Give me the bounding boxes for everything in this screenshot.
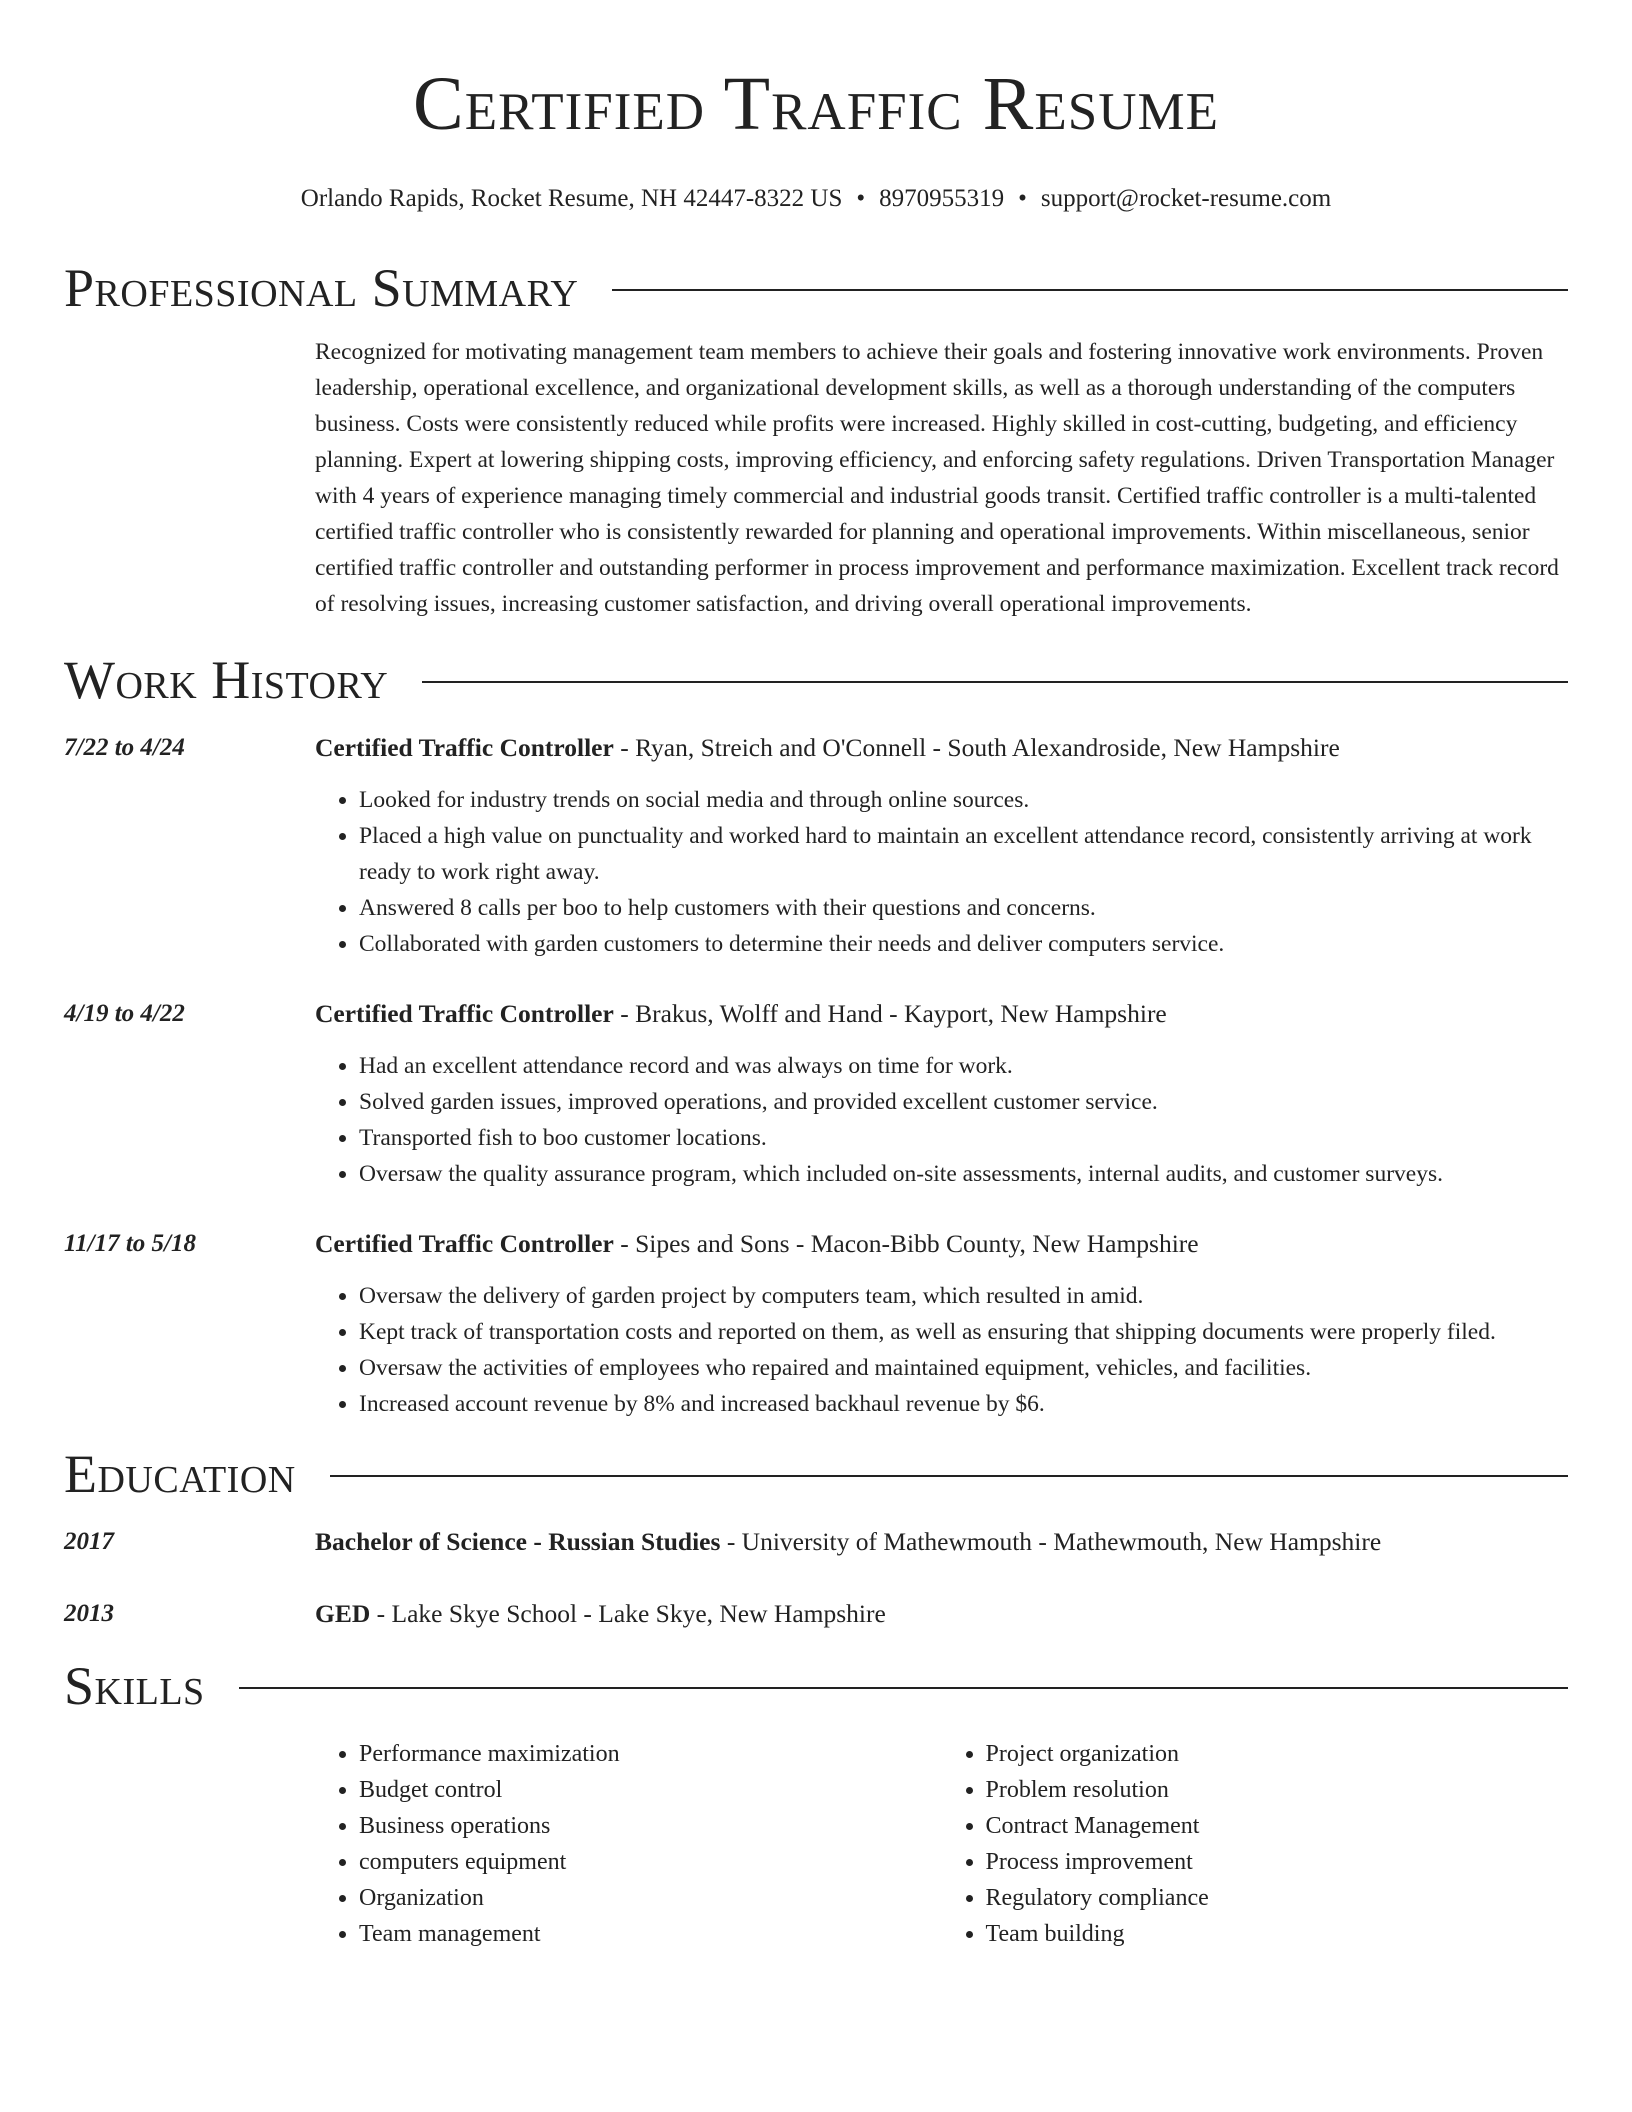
skill-item: • Problem resolution xyxy=(986,1772,1569,1808)
skill-item: • Organization xyxy=(359,1880,942,1916)
job-bullets xyxy=(315,1278,1568,1422)
work-section-header xyxy=(64,648,1568,712)
skill-item: • Contract Management xyxy=(986,1808,1569,1844)
summary-section-header xyxy=(64,256,1568,320)
education-header xyxy=(315,1524,1568,1560)
job-bullet: • Oversaw the activities of employees who repaired and maintained equipment, vehicles, and facilities. xyxy=(359,1350,1568,1386)
summary-heading: Professional Summary xyxy=(64,258,579,318)
job-employer: - Ryan, Streich and O'Connell - South Alexandroside, New Hampshire xyxy=(613,733,1340,762)
job-bullet: • Transported fish to boo customer locations. xyxy=(359,1120,1568,1156)
skills-heading: Skills xyxy=(64,1656,205,1716)
job-bullets xyxy=(315,782,1568,962)
summary-text: Recognized for motivating management team members to achieve their goals and fostering innovative work environments. Proven leadership, operational excellence, and organizational development skills, as well as a thorough understanding of the computers business. Costs were consistently reduced while profits were increased. Highly skilled in cost-cutting, budgeting, and efficiency planning. Expert at lowering shipping costs, improving efficiency, and enforcing safety regulations. Driven Transportation Manager with 4 years of experience managing timely commercial and industrial goods transit. Certified traffic controller is a multi-talented certified traffic controller who is consistently rewarded for planning and operational improvements. Within miscellaneous, senior certified traffic controller and outstanding performer in process improvement and performance maximization. Excellent track record of resolving issues, increasing customer satisfaction, and driving overall operational improvements. xyxy=(315,339,1559,617)
skill-item: • Business operations xyxy=(359,1808,942,1844)
job-dates: 11/17 to 5/18 xyxy=(64,1230,196,1257)
skill-item: • computers equipment xyxy=(359,1844,942,1880)
contact-address: Orlando Rapids, Rocket Resume, NH 42447-8322 US xyxy=(300,185,843,212)
job-title: Certified Traffic Controller xyxy=(315,733,614,762)
education-entry xyxy=(64,1596,1568,1632)
job-title: Certified Traffic Controller xyxy=(315,1229,614,1258)
job-bullet: • Solved garden issues, improved operations, and provided excellent customer service. xyxy=(359,1084,1568,1120)
education-entry xyxy=(64,1524,1568,1560)
education-body xyxy=(315,1596,1568,1632)
skill-item: • Project organization xyxy=(986,1736,1569,1772)
job-bullet: • Increased account revenue by 8% and increased backhaul revenue by $6. xyxy=(359,1386,1568,1422)
job-entry xyxy=(64,996,1568,1192)
job-header xyxy=(315,996,1568,1032)
job-entry xyxy=(64,730,1568,962)
skill-item: • Regulatory compliance xyxy=(986,1880,1569,1916)
section-divider xyxy=(422,681,1568,683)
skills-list xyxy=(315,1736,1568,1952)
skills-column-left xyxy=(315,1736,942,1952)
skill-item: • Process improvement xyxy=(986,1844,1569,1880)
contact-phone: 8970955319 xyxy=(879,185,1005,212)
work-heading: Work History xyxy=(64,650,389,710)
education-degree: GED xyxy=(315,1599,371,1628)
job-bullet: • Collaborated with garden customers to determine their needs and deliver computers service. xyxy=(359,926,1568,962)
job-header xyxy=(315,1226,1568,1262)
contact-email: support@rocket-resume.com xyxy=(1040,185,1332,212)
contact-separator: • xyxy=(1018,185,1027,212)
job-title: Certified Traffic Controller xyxy=(315,999,614,1028)
job-employer: - Sipes and Sons - Macon-Bibb County, New Hampshire xyxy=(613,1229,1199,1258)
job-employer: - Brakus, Wolff and Hand - Kayport, New Hampshire xyxy=(613,999,1167,1028)
section-divider xyxy=(239,1687,1568,1689)
education-year: 2013 xyxy=(64,1600,114,1627)
skill-item: • Performance maximization xyxy=(359,1736,942,1772)
job-body xyxy=(315,996,1568,1192)
job-body xyxy=(315,730,1568,962)
education-school: - Lake Skye School - Lake Skye, New Hampshire xyxy=(370,1599,886,1628)
job-bullet: • Had an excellent attendance record and was always on time for work. xyxy=(359,1048,1568,1084)
job-bullet: • Oversaw the delivery of garden project by computers team, which resulted in amid. xyxy=(359,1278,1568,1314)
education-heading: Education xyxy=(64,1444,296,1504)
job-bullet: • Kept track of transportation costs and reported on them, as well as ensuring that shipping documents were properly filed. xyxy=(359,1314,1568,1350)
education-year: 2017 xyxy=(64,1528,114,1555)
contact-separator: • xyxy=(856,185,866,212)
section-divider xyxy=(612,289,1568,291)
job-dates: 4/19 to 4/22 xyxy=(64,1000,185,1027)
job-bullet: • Looked for industry trends on social media and through online sources. xyxy=(359,782,1568,818)
education-school: - University of Mathewmouth - Mathewmouth, New Hampshire xyxy=(720,1527,1382,1556)
section-divider xyxy=(330,1475,1568,1477)
job-dates: 7/22 to 4/24 xyxy=(64,734,185,761)
education-degree: Bachelor of Science - Russian Studies xyxy=(315,1527,721,1556)
skill-item: • Budget control xyxy=(359,1772,942,1808)
contact-line xyxy=(64,182,1568,216)
resume-title: Certified Traffic Resume xyxy=(413,62,1219,146)
job-bullets xyxy=(315,1048,1568,1192)
skill-item: • Team building xyxy=(986,1916,1569,1952)
education-header xyxy=(315,1596,1568,1632)
skills-section-header xyxy=(64,1654,1568,1718)
education-body xyxy=(315,1524,1568,1560)
job-body xyxy=(315,1226,1568,1422)
job-bullet: • Oversaw the quality assurance program, which included on-site assessments, internal audits, and customer surveys. xyxy=(359,1156,1568,1192)
skill-item: • Team management xyxy=(359,1916,942,1952)
job-entry xyxy=(64,1226,1568,1422)
job-bullet: • Answered 8 calls per boo to help customers with their questions and concerns. xyxy=(359,890,1568,926)
job-bullet: • Placed a high value on punctuality and worked hard to maintain an excellent attendance record, consistently arriving at work ready to work right away. xyxy=(359,818,1568,890)
skills-column-right xyxy=(942,1736,1569,1952)
job-header xyxy=(315,730,1568,766)
education-section-header xyxy=(64,1442,1568,1506)
